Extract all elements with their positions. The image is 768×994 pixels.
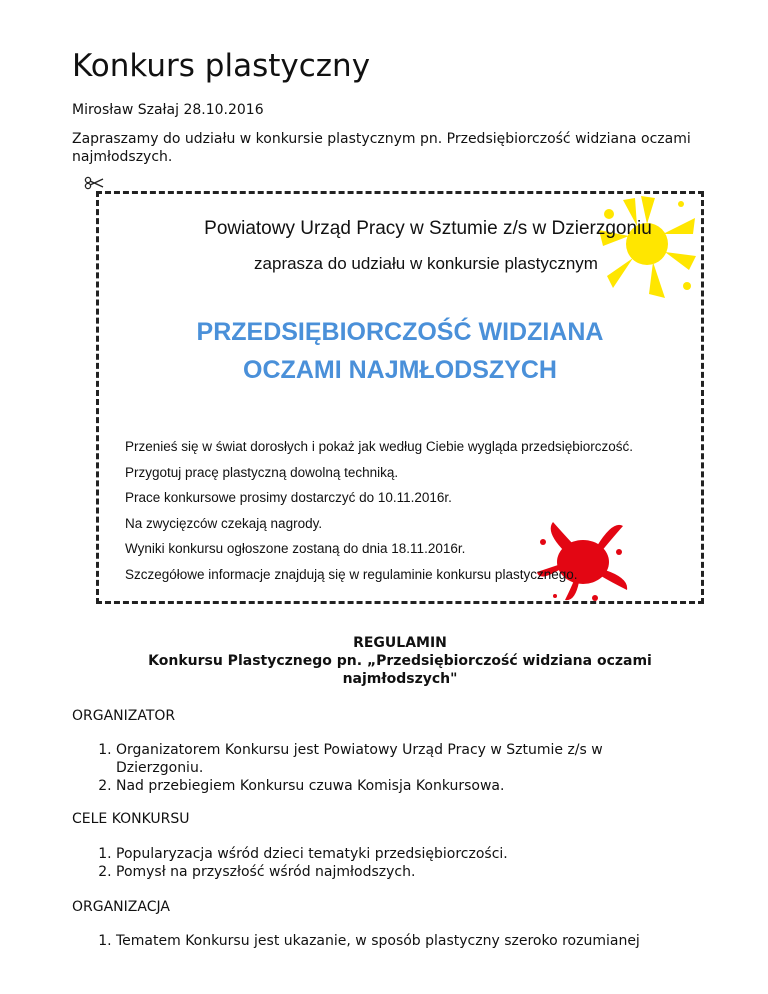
page-title: Konkurs plastyczny: [72, 48, 371, 84]
poster-info-item: Przygotuj pracę plastyczną dowolną techniką.: [125, 464, 399, 480]
list-item: 1. Tematem Konkursu jest ukazanie, w sposób plastyczny szeroko rozumianej: [116, 932, 716, 950]
list-item: 1. Organizatorem Konkursu jest Powiatowy Urząd Pracy w Sztumie z/s w Dzierzgoniu.: [116, 741, 676, 777]
poster-info-item: Szczegółowe informacje znajdują się w regulaminie konkursu plastycznego.: [125, 566, 578, 582]
scissors-icon: [84, 176, 104, 190]
poster-info-item: Przenieś się w świat dorosłych i pokaż jak według Ciebie wygląda przedsiębiorczość.: [125, 439, 633, 454]
contest-poster: [96, 191, 704, 604]
poster-info-list: [125, 438, 633, 591]
poster-info-item: Na zwycięzców czekają nagrody.: [125, 515, 323, 531]
regulamin-subtitle: Konkursu Plastycznego pn. „Przedsiębiorczość widziana oczami najmłodszych": [148, 653, 652, 687]
article-intro: Zapraszamy do udziału w konkursie plastycznym pn. Przedsiębiorczość widziana oczami najmłodszych.: [72, 131, 691, 165]
list-item: 2. Pomysł na przyszłość wśród najmłodszych.: [116, 863, 676, 881]
poster-organizer-line: Powiatowy Urząd Pracy w Sztumie z/s w Dzierzgoniu: [204, 218, 652, 239]
regulamin-title: REGULAMIN: [353, 635, 447, 651]
poster-info-item: Wyniki konkursu ogłoszone zostaną do dnia 18.11.2016r.: [125, 541, 466, 556]
section-heading-organizacja: ORGANIZACJA: [72, 899, 170, 915]
organizacja-list: [72, 932, 716, 950]
regulamin-header: [96, 634, 704, 688]
poster-headline-2: OCZAMI NAJMŁODSZYCH: [243, 356, 557, 384]
cele-list: [72, 845, 676, 881]
section-heading-organizator: ORGANIZATOR: [72, 708, 176, 724]
yellow-paint-splash: [597, 194, 697, 304]
list-item: 1. Popularyzacja wśród dzieci tematyki przedsiębiorczości.: [116, 845, 676, 863]
list-item: 2. Nad przebiegiem Konkursu czuwa Komisja Konkursowa.: [116, 777, 676, 795]
organizator-list: [72, 741, 676, 795]
article-byline: Mirosław Szałaj 28.10.2016: [72, 102, 264, 118]
poster-invitation-line: zaprasza do udziału w konkursie plastycznym: [254, 254, 598, 273]
poster-info-item: Prace konkursowe prosimy dostarczyć do 10.11.2016r.: [125, 490, 452, 505]
section-heading-cele: CELE KONKURSU: [72, 811, 190, 827]
poster-headline-1: PRZEDSIĘBIORCZOŚĆ WIDZIANA: [196, 318, 604, 346]
